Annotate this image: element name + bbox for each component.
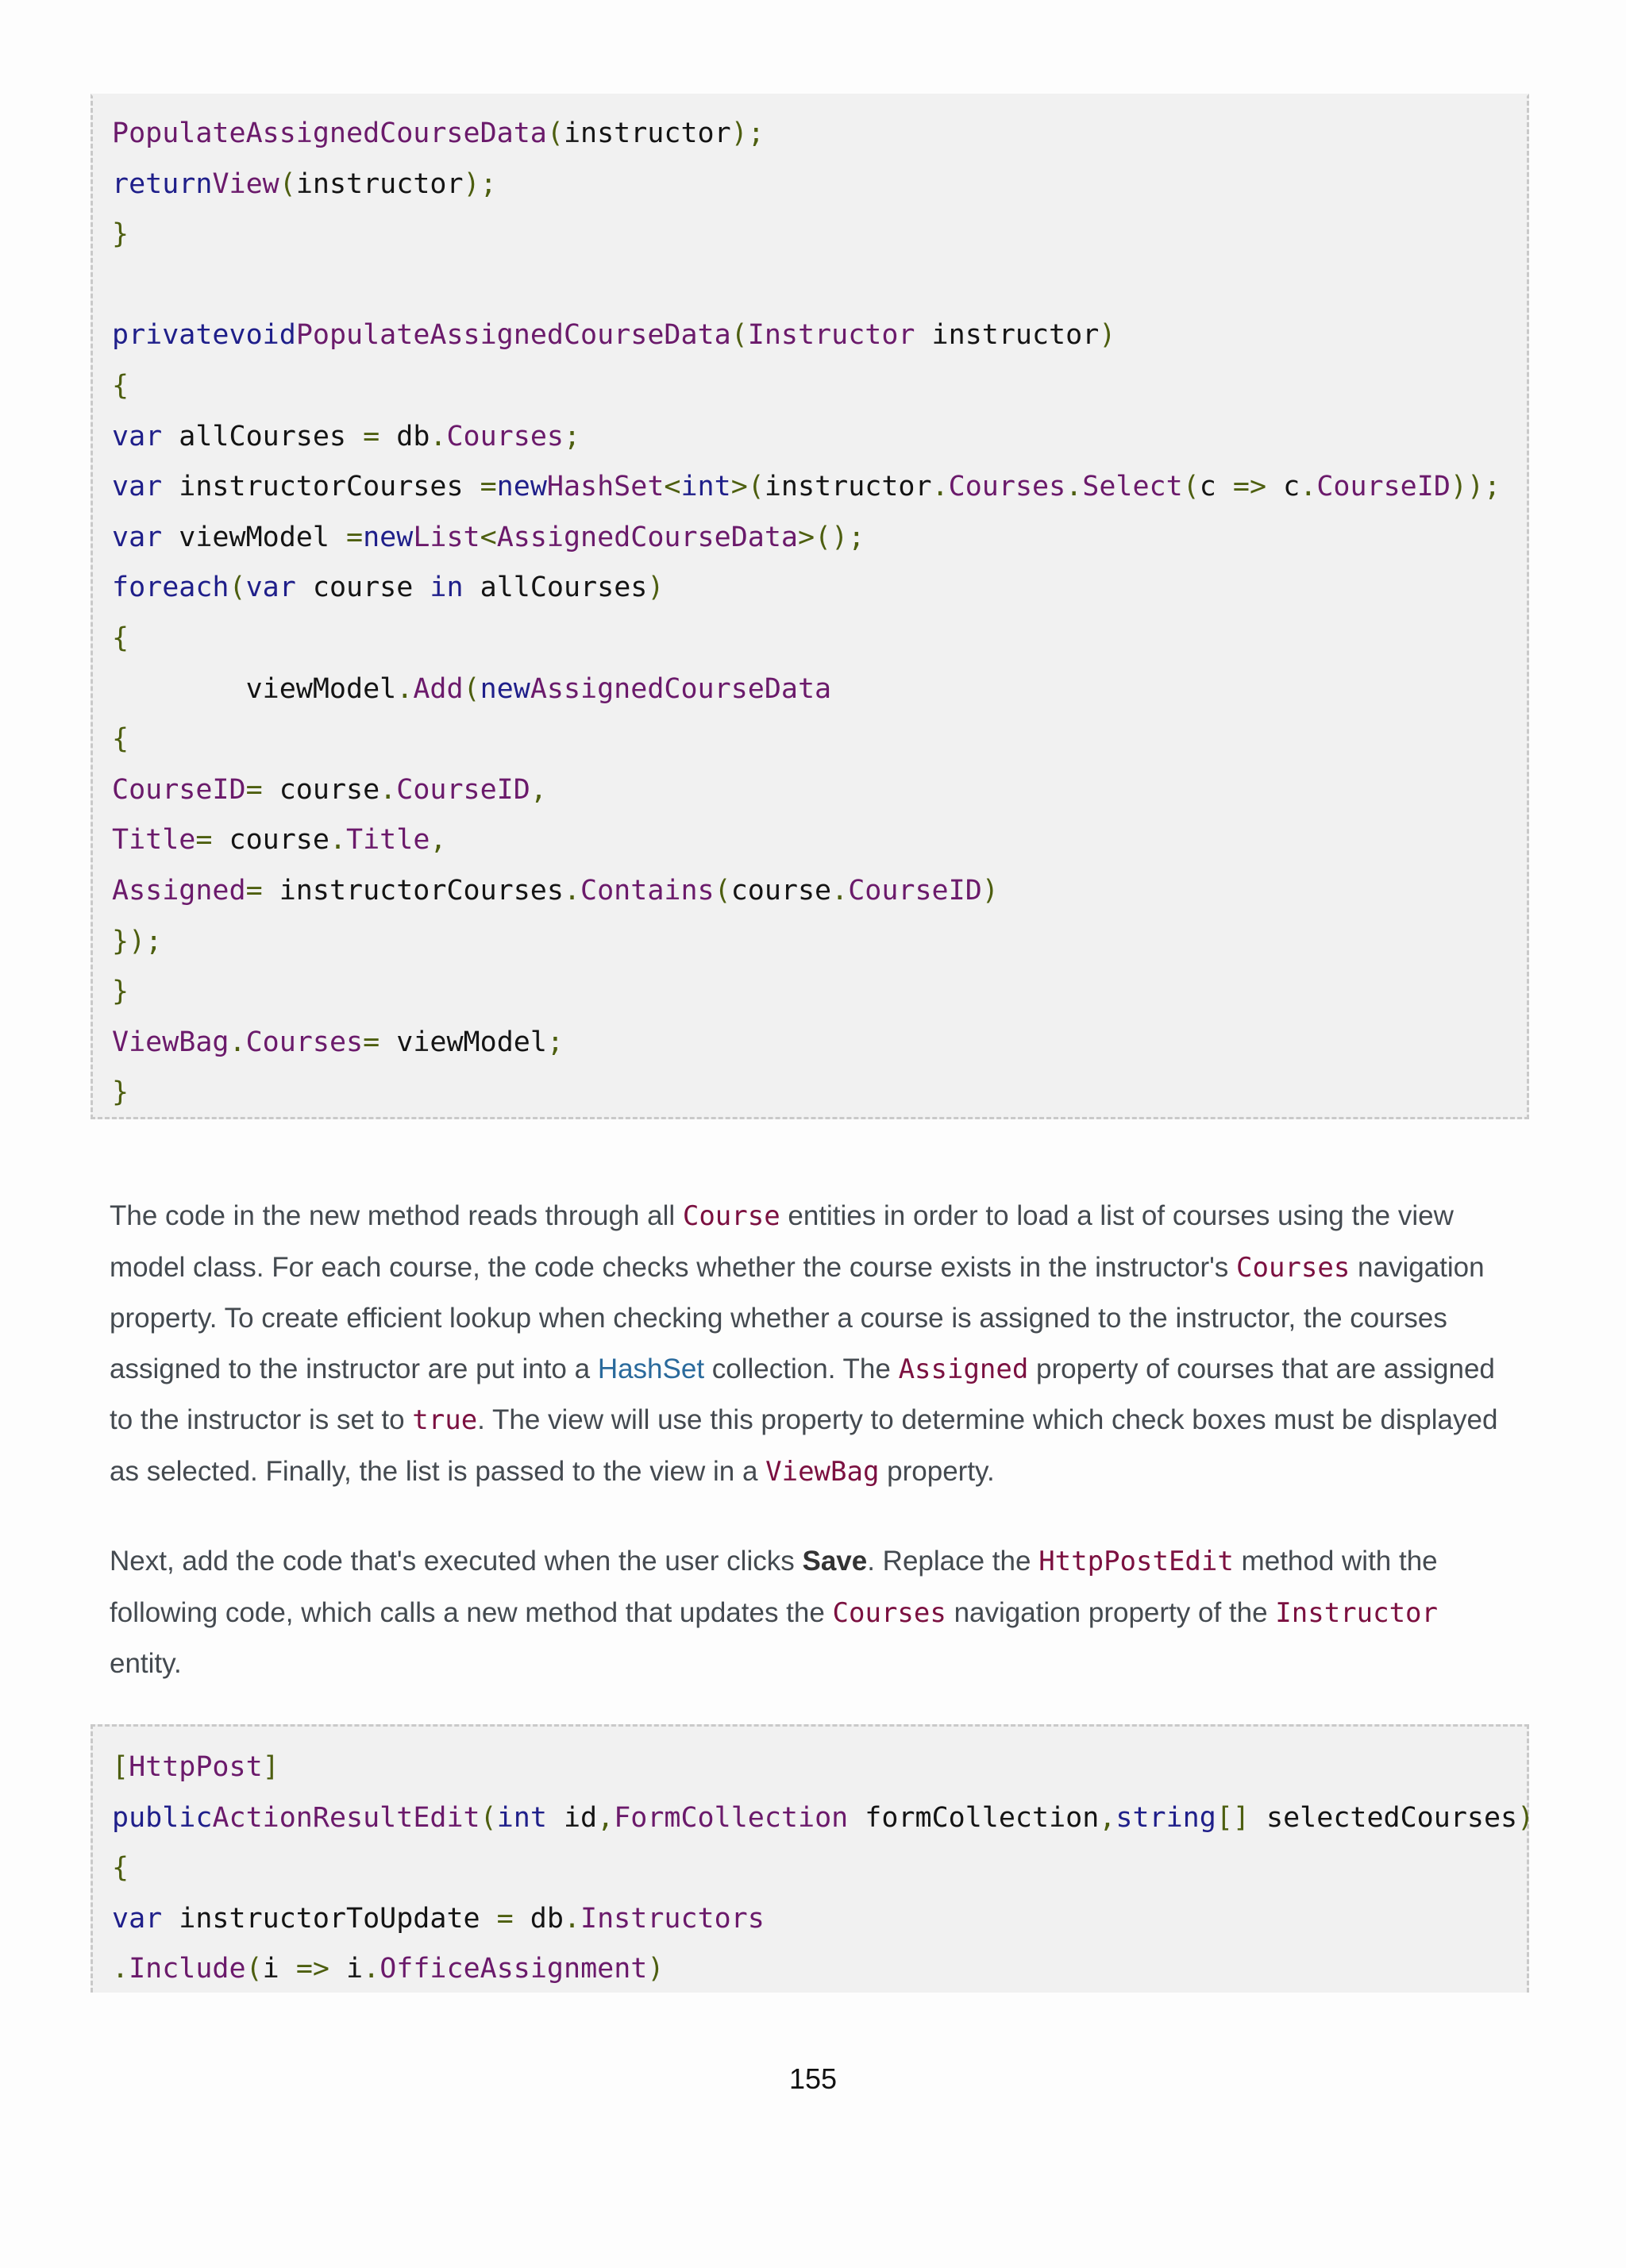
code-token: .	[329, 824, 347, 857]
code-token: allCourses	[463, 572, 648, 604]
code-token: in	[430, 572, 464, 604]
code-token: >();	[797, 521, 865, 553]
code-token: HashSet	[546, 471, 665, 503]
code-token: Courses	[446, 420, 564, 452]
code-line	[112, 1793, 1535, 1844]
paragraph-text: . Replace the	[867, 1546, 1039, 1577]
code-token: new	[480, 672, 530, 705]
paragraph-text: entities in order to load a list of courses using the view model class. For each course, the code checks whether the course exists in the instructor's	[110, 1200, 1454, 1283]
code-token: .	[430, 420, 447, 452]
code-token: .	[363, 1953, 380, 1985]
code-token: (	[229, 572, 246, 604]
code-token: ActionResult	[212, 1801, 414, 1834]
code-line	[112, 967, 1527, 1018]
code-token: ViewBag	[112, 1026, 229, 1058]
code-token: )	[647, 572, 665, 604]
code-line	[112, 714, 1527, 765]
code-token: FormCollection	[614, 1801, 849, 1834]
code-line	[112, 462, 1527, 513]
code-token: (	[546, 117, 564, 149]
code-token: {	[112, 622, 129, 654]
code-token: viewModel	[380, 1026, 547, 1058]
code-token: (	[245, 1953, 263, 1985]
inline-code: Course	[682, 1200, 780, 1232]
code-token: List	[413, 521, 480, 553]
code-line	[112, 1068, 1527, 1119]
paragraph-text: The code in the new method reads through all	[110, 1200, 683, 1231]
code-token: instructorCourses	[162, 471, 480, 503]
code-token: AssignedCourseData	[530, 672, 832, 705]
code-token: CourseID	[396, 773, 530, 806]
code-token: Add	[413, 672, 464, 705]
code-token: >(	[730, 471, 765, 503]
code-token: [	[112, 1751, 129, 1783]
code-token: HttpPost	[129, 1751, 263, 1783]
code-token: (	[714, 874, 731, 907]
code-token: }	[112, 218, 129, 251]
code-token: )	[647, 1953, 665, 1985]
code-token: selectedCourses	[1249, 1801, 1518, 1834]
inline-code: ViewBag	[765, 1455, 880, 1488]
code-token: ));	[1450, 471, 1501, 503]
inline-code: Courses	[1236, 1251, 1351, 1284]
code-line	[112, 664, 1527, 715]
code-token: formCollection	[848, 1801, 1100, 1834]
code-token: ,	[430, 824, 447, 857]
code-token: =	[245, 874, 263, 907]
code-token: ]	[262, 1751, 279, 1783]
code-token: .	[1300, 471, 1317, 503]
paragraph-text: method with the following code, which calls a new method that updates the	[110, 1546, 1438, 1628]
code-line	[112, 917, 1527, 968]
code-token: )	[1099, 319, 1116, 352]
code-token: Select	[1082, 471, 1183, 503]
code-token: Instructor	[747, 319, 915, 352]
code-token: View	[212, 168, 279, 200]
code-token: <	[480, 521, 497, 553]
code-token: .	[831, 874, 849, 907]
code-line	[112, 1894, 1527, 1945]
code-token: PopulateAssignedCourseData	[295, 319, 731, 352]
code-token: .	[931, 471, 949, 503]
code-token: string	[1115, 1801, 1216, 1834]
code-token: new	[496, 471, 547, 503]
code-token: course	[262, 773, 380, 806]
code-token: (	[480, 1801, 497, 1834]
code-token: var	[245, 572, 296, 604]
code-token: id	[546, 1801, 598, 1834]
code-token: c	[1266, 471, 1300, 503]
code-token: .	[380, 773, 397, 806]
code-token: <	[664, 471, 681, 503]
code-token: var	[112, 471, 163, 503]
code-token: viewModel	[112, 672, 397, 705]
code-token: void	[229, 319, 296, 352]
code-token: Edit	[413, 1801, 480, 1834]
code-token: =	[496, 1902, 514, 1935]
code-token: .	[563, 1902, 581, 1935]
code-token: []	[1216, 1801, 1250, 1834]
code-token: ;	[563, 420, 581, 452]
code-line	[112, 866, 1527, 917]
code-token: Courses	[948, 471, 1066, 503]
code-token: .	[229, 1026, 246, 1058]
code-token: ,	[597, 1801, 615, 1834]
code-token: =	[480, 471, 497, 503]
code-line	[112, 210, 1527, 260]
paragraph-text: collection. The	[704, 1353, 899, 1384]
code-token: db	[380, 420, 430, 452]
code-token: =>	[1232, 471, 1267, 503]
code-token: foreach	[112, 572, 229, 604]
code-token: });	[112, 925, 163, 957]
code-line	[112, 160, 1527, 210]
instruction-paragraph	[110, 1536, 1507, 1689]
code-token: (	[463, 672, 480, 705]
code-token: CourseID	[112, 773, 246, 806]
code-token: instructorCourses	[262, 874, 564, 907]
code-block-httppost-edit	[91, 1724, 1535, 1993]
code-token: ;	[546, 1026, 564, 1058]
code-block-populate-assigned-course-data	[91, 94, 1529, 1119]
code-token: .	[563, 874, 581, 907]
code-line	[112, 361, 1527, 412]
code-token: =	[346, 521, 364, 553]
code-token: return	[112, 168, 213, 200]
code-token: .	[396, 672, 414, 705]
code-token: i	[329, 1953, 364, 1985]
code-token: instructorToUpdate	[162, 1902, 497, 1935]
code-token: ,	[1099, 1801, 1116, 1834]
code-token: =	[245, 773, 263, 806]
code-token: =	[195, 824, 213, 857]
code-token: }	[112, 976, 129, 1008]
code-token: );	[463, 168, 497, 200]
code-token: .	[1065, 471, 1083, 503]
code-token: {	[112, 723, 129, 756]
code-token: viewModel	[162, 521, 347, 553]
inline-code: Assigned	[898, 1353, 1029, 1385]
code-token: =	[363, 420, 380, 452]
code-token: ,	[530, 773, 547, 806]
code-token: int	[680, 471, 731, 503]
code-line	[112, 1018, 1527, 1069]
code-token: {	[112, 369, 129, 402]
code-token: (	[279, 168, 296, 200]
code-token: PopulateAssignedCourseData	[112, 117, 547, 149]
inline-code: Courses	[832, 1596, 946, 1629]
code-token: )	[1517, 1801, 1535, 1834]
code-token: var	[112, 1902, 163, 1935]
code-token: public	[112, 1801, 213, 1834]
code-token: =	[363, 1026, 380, 1058]
code-token: Instructors	[580, 1902, 765, 1935]
code-line	[112, 1944, 1527, 1995]
code-token: instructor	[563, 117, 731, 149]
code-token: instructor	[764, 471, 932, 503]
hashset-link[interactable]: HashSet	[597, 1353, 705, 1384]
code-token: var	[112, 521, 163, 553]
code-token: Title	[112, 824, 196, 857]
paragraph-text: navigation property of the	[946, 1596, 1276, 1628]
paragraph-text: entity.	[110, 1648, 182, 1680]
code-token: Assigned	[112, 874, 246, 907]
code-token: Contains	[580, 874, 715, 907]
code-token: int	[496, 1801, 547, 1834]
code-token: db	[513, 1902, 564, 1935]
paragraph-text: property.	[879, 1455, 995, 1487]
code-token: }	[112, 1076, 129, 1109]
page-number: 155	[788, 2062, 838, 2095]
code-token: .	[112, 1953, 129, 1985]
code-line	[112, 310, 1527, 361]
code-token: (	[730, 319, 748, 352]
code-token: OfficeAssignment	[380, 1953, 648, 1985]
code-token: course	[730, 874, 832, 907]
code-token: instructor	[295, 168, 464, 200]
code-line	[112, 109, 1527, 160]
paragraph-text: . The view will use this property to determine which check boxes must be displayed as selected. Finally, the list is passed to the view in a	[110, 1404, 1498, 1487]
code-line	[112, 563, 1527, 614]
paragraph-text: navigation property. To create efficient lookup when checking whether a course is assigned to the instructor, the courses assigned to the instructor are put into a	[110, 1251, 1485, 1384]
code-token: )	[981, 874, 999, 907]
inline-code: HttpPostEdit	[1038, 1546, 1234, 1577]
code-token: course	[212, 824, 329, 857]
code-token: allCourses	[162, 420, 364, 452]
code-token: c	[1199, 471, 1233, 503]
code-line	[112, 1843, 1527, 1894]
inline-code: true	[412, 1404, 478, 1437]
code-token: );	[730, 117, 765, 149]
code-token: var	[112, 420, 163, 452]
code-line	[112, 614, 1527, 664]
code-line	[112, 260, 1527, 311]
code-line	[112, 815, 1527, 866]
paragraph-text: property of courses that are assigned to the instructor is set to	[110, 1353, 1495, 1436]
code-line	[112, 412, 1527, 463]
code-token: course	[295, 572, 430, 604]
explanation-paragraph	[110, 1191, 1507, 1498]
code-token: AssignedCourseData	[496, 521, 798, 553]
code-line	[112, 765, 1527, 816]
code-token: CourseID	[848, 874, 982, 907]
code-token: Title	[346, 824, 430, 857]
paragraph-text: Next, add the code that's executed when the user clicks	[110, 1546, 803, 1577]
inline-code: Instructor	[1275, 1596, 1438, 1629]
code-token: CourseID	[1316, 471, 1451, 503]
code-line	[112, 513, 1527, 564]
code-token: i	[262, 1953, 296, 1985]
code-token: instructor	[915, 319, 1100, 352]
code-token: =>	[295, 1953, 329, 1985]
code-token: Include	[129, 1953, 246, 1985]
code-token: (	[1182, 471, 1200, 503]
code-token: private	[112, 319, 229, 352]
save-bold-text: Save	[802, 1546, 868, 1577]
code-token: new	[363, 521, 414, 553]
code-line	[112, 1742, 1527, 1793]
code-token: Courses	[245, 1026, 364, 1058]
code-token: {	[112, 1852, 129, 1885]
